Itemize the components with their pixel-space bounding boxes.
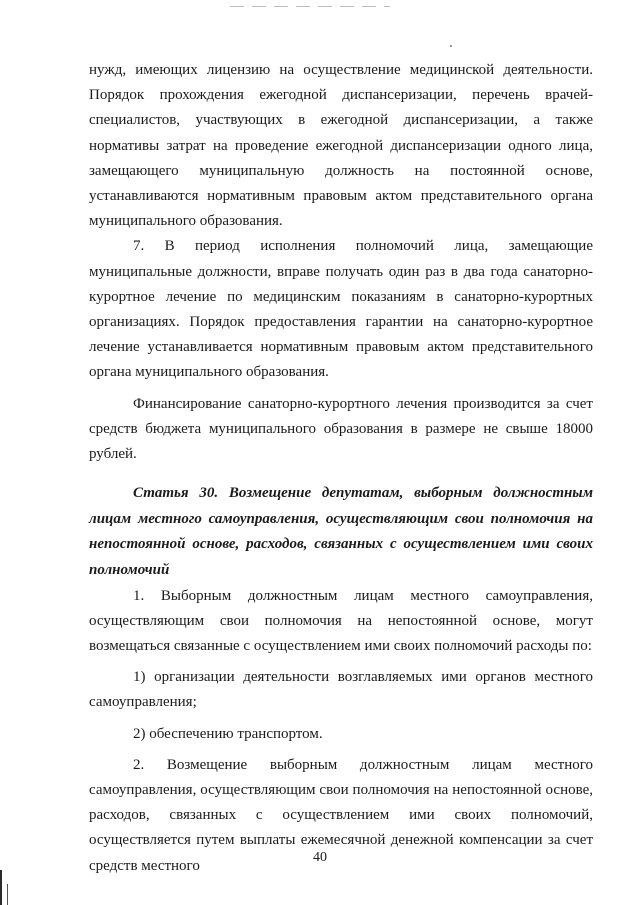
paragraph-financing: Финансирование санаторно-курортного лечения производится за счет средств бюджета муниципального образования в размере не свыше 18000 рублей. bbox=[89, 395, 593, 463]
paragraph-item-7: 7. В период исполнения полномочий лица, замещающие муниципальные должности, вправе получать один раз в два года санаторно-курортное лечение по медицинским показаниям в санаторно-курортных организациях. Порядок предоставления гарантии на санаторно-курортное лечение устанавливается нормативным правовым актом представительного органа муниципального образования. bbox=[89, 238, 593, 381]
article-30-item-2: 2. Возмещение выборным должностным лицам местного самоуправления, осуществляющим свои полномочия на непостоянной основе, расходов, связанных с осуществлением ими своих полномочий, осуществляется путем выплаты ежемесячной денежной компенсации за счет средств местного bbox=[89, 756, 593, 874]
scan-artifact-dot bbox=[450, 45, 452, 47]
article-30-item-1: 1. Выборным должностным лицам местного самоуправления, осуществляющим свои полномочия на непостоянной основе, могут возмещаться связанные с осуществлением ими своих полномочий расходы по: bbox=[89, 587, 593, 655]
document-body bbox=[89, 58, 593, 879]
scan-artifact-edge bbox=[7, 884, 8, 905]
article-30-subitem-1: 1) организации деятельности возглавляемых ими органов местного самоуправления; bbox=[89, 669, 593, 711]
article-30-heading: Статья 30. Возмещение депутатам, выборным должностным лицам местного самоуправления, осуществляющим свои полномочия на непостоянной основе, расходов, связанных с осуществлением ими своих полномочий bbox=[89, 485, 593, 579]
scan-artifact-edge bbox=[0, 870, 2, 905]
article-30-subitem-2: 2) обеспечению транспортом. bbox=[133, 725, 323, 742]
paragraph-continuation: нужд, имеющих лицензию на осуществление медицинской деятельности. Порядок прохождения ежегодной диспансеризации, перечень врачей-специалистов, участвующих в ежегодной диспансеризации, а также нормативы затрат на проведение ежегодной диспансеризации одного лица, замещающего муниципальную должность на постоянной основе, устанавливаются нормативным правовым актом представительного органа муниципального образования. bbox=[89, 62, 593, 230]
page-number: 40 bbox=[313, 850, 327, 865]
scan-artifact-top bbox=[230, 6, 390, 7]
